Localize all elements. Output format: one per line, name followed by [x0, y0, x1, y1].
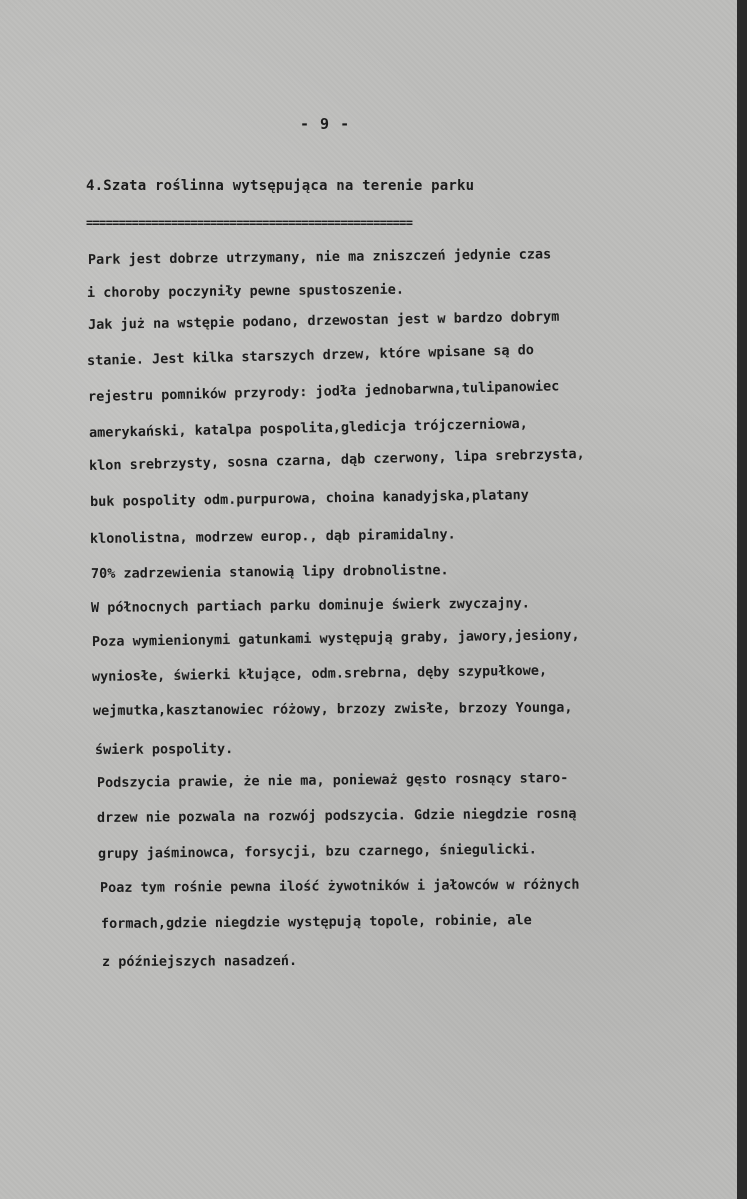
body-line-8: buk pospolity odm.purpurowa, choina kanadyjska,platany	[89, 487, 529, 510]
body-line-17: drzew nie pozwala na rozwój podszycia. Gdzie niegdzie rosną	[96, 805, 577, 826]
body-line-5: rejestru pomników przyrody: jodła jednobarwna,tulipanowiec	[87, 378, 560, 405]
body-line-10: 70% zadrzewienia stanowią lipy drobnolistne.	[90, 562, 449, 582]
body-line-6: amerykański, katalpa pospolita,gledicja trójczerniowa,	[88, 415, 528, 441]
body-line-15: świerk pospolity.	[94, 741, 234, 758]
body-line-13: wyniosłe, świerki kłujące, odm.srebrna, dęby szypułkowe,	[91, 662, 548, 685]
body-line-7: klon srebrzysty, sosna czarna, dąb czerwony, lipa srebrzysta,	[88, 445, 585, 474]
page-number: - 9 -	[300, 115, 351, 133]
body-line-4: stanie. Jest kilka starszych drzew, które wpisane są do	[86, 342, 535, 369]
body-line-1: Park jest dobrze utrzymany, nie ma zniszczeń jedynie czas	[87, 246, 552, 268]
body-line-3: Jak już na wstępie podano, drzewostan jest w bardzo dobrym	[87, 308, 560, 333]
body-line-19: Poaz tym rośnie pewna ilość żywotników i jałowców w różnych	[99, 876, 580, 896]
body-line-14: wejmutka,kasztanowiec różowy, brzozy zwisłe, brzozy Younga,	[92, 699, 573, 719]
scan-edge	[737, 0, 747, 1199]
body-line-2: i choroby poczyniły pewne spustoszenie.	[86, 281, 405, 301]
body-line-18: grupy jaśminowca, forsycji, bzu czarnego, śniegulicki.	[97, 841, 537, 862]
body-line-21: z późniejszych nasadzeń.	[101, 952, 298, 970]
heading-underline: ==================================================	[86, 216, 413, 230]
body-line-9: klonolistna, modrzew europ., dąb piramidalny.	[89, 526, 456, 547]
section-heading: 4.Szata roślinna wytsępująca na terenie parku	[86, 178, 475, 194]
body-line-11: W północnych partiach parku dominuje świerk zwyczajny.	[90, 595, 530, 616]
body-line-16: Podszycia prawie, że nie ma, ponieważ gęsto rosnący staro-	[96, 770, 569, 791]
body-line-12: Poza wymienionymi gatunkami występują graby, jawory,jesiony,	[91, 627, 580, 650]
body-line-20: formach,gdzie niegdzie występują topole, robinie, ale	[100, 912, 532, 932]
